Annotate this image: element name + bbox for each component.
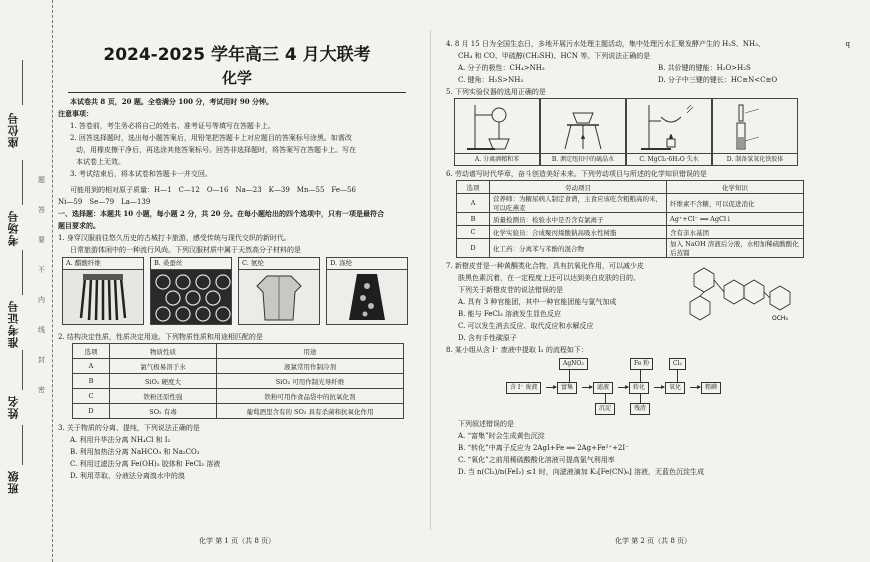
q5-option-b-label: B. 测定纽扣中的硫晶水 xyxy=(541,153,625,165)
q1-option-b-label: B. 桑蚕丝 xyxy=(150,257,232,269)
flow-node-enrich: 富集 xyxy=(557,382,577,394)
table-header: 选项 xyxy=(457,181,490,194)
flow-arrow xyxy=(654,387,664,388)
q1-option-c xyxy=(238,257,320,329)
q1-option-b xyxy=(150,257,232,329)
colloid-preparation-icon xyxy=(713,99,797,153)
q4-option: A. 分子的极性：CH₄>NH₃ xyxy=(458,64,545,72)
q4-option: B. 共价键的键能：H₂O>H₂S xyxy=(658,64,751,72)
flow-arrow-down xyxy=(677,369,678,382)
table-cell: 化工药：分离苯与苯酚的混合物 xyxy=(490,239,667,258)
table-cell: 质量检测员：检验水中是否含有氯离子 xyxy=(490,213,667,226)
table-cell: 铁粉还原性强 xyxy=(110,389,217,404)
table-row xyxy=(457,213,804,226)
flow-node-convert: 转化 xyxy=(629,382,649,394)
q7-stem: 下列关于新橙皮苷的说法错误的是 xyxy=(458,286,563,294)
q4-options-row xyxy=(446,62,860,74)
table-cell: A xyxy=(73,359,110,374)
table-cell: 铁粉可用作食品袋中的抗氧化剂 xyxy=(217,389,404,404)
table-cell: 营养师：为糖尿病人制定食谱，主食应该吃含粗粮高的米，可以吃燕麦 xyxy=(490,194,667,213)
neohesperidin-structure-icon xyxy=(678,256,798,336)
q1-stem: 1. 身穿汉服前往悠久历史的古城打卡旅游，感受传统与现代交织的新时代。 xyxy=(58,234,291,242)
silk-pattern-photo xyxy=(150,269,232,325)
seal-mark: 题 xyxy=(38,176,45,184)
table-cell: C xyxy=(457,226,490,239)
table-cell: 液氯常用作制冷剂 xyxy=(217,359,404,374)
flow-output-precipitate: 沉淀 xyxy=(595,403,615,415)
table-row xyxy=(73,404,404,419)
table-header: 选项 xyxy=(73,344,110,359)
table-header: 用途 xyxy=(217,344,404,359)
instruction-item: 动，用橡皮擦干净后，再选涂其他答案标号。回答非选择题时，将答案写在答题卡上。写在 xyxy=(76,146,356,154)
table-cell: B xyxy=(457,213,490,226)
seal-mark: 答 xyxy=(38,206,45,214)
q3-option: D. 利用萃取、分液法分离溴水中的溴 xyxy=(70,472,185,480)
table-cell: D xyxy=(457,239,490,258)
q1-option-d-label: D. 涤纶 xyxy=(326,257,408,269)
table-row xyxy=(73,374,404,389)
table-cell: 化学实验员：合成聚丙烯酸钠高吸水性树脂 xyxy=(490,226,667,239)
q5-option-d-label: D. 制备氢氧化铁胶体 xyxy=(713,153,797,165)
q5-option-d xyxy=(712,98,798,166)
name-label: 姓名 xyxy=(7,395,20,419)
table-row xyxy=(457,239,804,258)
instruction-item: 1. 答卷前，考生务必将自己的姓名、准考证号等填写在答题卡上。 xyxy=(70,122,275,130)
flow-reagent-cl2: Cl₂ xyxy=(669,358,686,370)
table-cell: SiO₂ 可用作制光导纤维 xyxy=(217,374,404,389)
q5-apparatus-row xyxy=(454,98,860,166)
flow-reagent-agno3: AgNO₃ xyxy=(559,358,588,370)
left-page xyxy=(58,0,416,562)
q7-option: D. 含有手性碳原子 xyxy=(458,334,517,342)
title-rule xyxy=(68,92,406,93)
q4-options-row xyxy=(446,74,860,86)
table-row xyxy=(73,389,404,404)
table-cell: Ag⁺+Cl⁻ ══ AgCl↓ xyxy=(667,213,804,226)
table-cell: C xyxy=(73,389,110,404)
instruction-item: 本试卷上无效。 xyxy=(76,158,125,166)
q1-images xyxy=(62,257,416,329)
q7-stem: 7. 新橙皮苷是一种黄酮类化合物，具有抗氧化作用，可以减少皮 xyxy=(446,262,644,270)
instructions-intro: 本试卷共 8 页，20 题。全卷满分 100 分，考试用时 90 分钟。 xyxy=(70,97,274,106)
page-divider xyxy=(430,30,431,530)
instruction-item: 2. 回答选择题时，选出每小题答案后，用铅笔把答题卡上对应题目的答案标号涂黑。如需改 xyxy=(70,134,352,142)
flow-arrow-down xyxy=(640,393,641,403)
q4-option: D. 分子中三键的键长：HC≡N<C≡O xyxy=(658,76,778,84)
instructions-heading: 注意事项： xyxy=(58,109,93,118)
seal-mark: 要 xyxy=(38,236,45,244)
q3-option: A. 利用升华法分离 NH₄Cl 和 I₂ xyxy=(70,436,171,444)
flow-arrow-down xyxy=(640,369,641,382)
seat-number-label: 座位号 xyxy=(7,112,20,148)
table-cell: 葡萄酒里含有的 SO₂ 具有杀菌和抗氧化作用 xyxy=(217,404,404,419)
q1-option-d xyxy=(326,257,408,329)
q1-option-c-label: C. 氨纶 xyxy=(238,257,320,269)
table-cell: D xyxy=(73,404,110,419)
q6-stem: 6. 劳动谱写时代华章，奋斗创造美好未来。下列劳动项目与所述的化学知识错误的是 xyxy=(446,170,707,178)
seal-mark: 封 xyxy=(38,356,45,364)
separation-apparatus-icon xyxy=(455,99,539,153)
instruction-item: 3. 考试结束后，将本试卷和答题卡一并交回。 xyxy=(70,170,212,178)
q7-option: B. 能与 FeCl₃ 溶液发生显色反应 xyxy=(458,310,562,318)
q7-stem: 肤黑色素沉着，在一定程度上还可以达到美白皮肤的目的。 xyxy=(458,274,640,282)
table-header: 物质性质 xyxy=(110,344,217,359)
methoxy-label: OCH₃ xyxy=(772,315,788,322)
flow-arrow-down xyxy=(605,393,606,403)
table-header: 化学知识 xyxy=(667,181,804,194)
atomic-masses: Ni—59 Se—79 La—139 xyxy=(58,198,151,206)
table-cell: 加入 NaOH 溶液后分液，水相加稀硫酸酸化后蒸馏 xyxy=(667,239,804,258)
binding-strip xyxy=(0,0,53,562)
ticket-number-label: 准考证号 xyxy=(7,300,20,348)
q8-flowchart xyxy=(506,356,806,418)
acetate-fiber-photo xyxy=(62,269,144,325)
q8-stem: 8. 某小组从含 I⁻ 废液中提取 I₂ 的流程如下： xyxy=(446,346,588,354)
q8-option: B. “转化”中离子反应为 2AgI+Fe ══ 2Ag+Fe²⁺+2I⁻ xyxy=(458,444,629,452)
q4-option: C. 键角：H₂S>NH₃ xyxy=(458,76,524,84)
table-header: 劳动项目 xyxy=(490,181,667,194)
q4-stem: 4. 8 月 15 日为全国生态日，多地开展污水处理主题活动，集中处理污水汇聚发酵产生的 H₂S、NH₃、 xyxy=(446,40,765,48)
q5-option-a-label: A. 分离酒精和苯 xyxy=(455,153,539,165)
table-row xyxy=(73,359,404,374)
corner-mark: q xyxy=(845,40,850,48)
left-page-footer: 化学 第 1 页（共 8 页） xyxy=(198,537,276,545)
atomic-masses: 可能用到的相对原子质量：H—1 C—12 O—16 Na—23 K—39 Mn—55 Fe—56 xyxy=(70,186,356,194)
q5-option-a xyxy=(454,98,540,166)
q3-stem: 3. 关于物质的分离、提纯，下列说法正确的是 xyxy=(58,424,200,432)
seal-mark: 内 xyxy=(38,296,45,304)
table-cell: SO₂ 有毒 xyxy=(110,404,217,419)
exam-room-line xyxy=(22,160,23,205)
q7-option: A. 具有 3 种官能团，其中一种官能团能与氯气加成 xyxy=(458,298,617,306)
class-label: 班级 xyxy=(7,470,20,494)
q1-option-a xyxy=(62,257,144,329)
flow-reagent-fe: Fe 粉 xyxy=(630,358,653,370)
polyester-garment-photo xyxy=(326,269,408,325)
flow-arrow xyxy=(582,387,592,388)
flow-output-residue: 残渣 xyxy=(630,403,650,415)
table-cell: SiO₂ 硬度大 xyxy=(110,374,217,389)
section1-heading: 一、选择题：本题共 10 小题，每小题 2 分，共 20 分。在每小题给出的四个选项中，只有一项是最符合 xyxy=(58,209,384,218)
flow-arrow xyxy=(546,387,556,388)
q8-option: A. “富集”时会生成黄色沉淀 xyxy=(458,432,545,440)
q5-option-c-label: C. MgCl₂·6H₂O 失水 xyxy=(627,153,711,165)
right-page-footer: 化学 第 2 页（共 8 页） xyxy=(614,537,692,545)
q6-table xyxy=(456,180,804,258)
q4-stem: CH₄ 和 CO、甲硫醇(CH₃SH)、HCN 等。下列说法正确的是 xyxy=(458,52,651,60)
flow-arrow xyxy=(690,387,700,388)
crucible-heating-icon xyxy=(541,99,625,153)
q7-option: C. 可以发生消去反应、取代反应和水解反应 xyxy=(458,322,594,330)
q8-option: D. 当 n(Cl₂)/n(FeI₂) ≤1 时，向滤液滴加 K₃[Fe(CN)₆] 溶液，无蓝色沉淀生成 xyxy=(458,468,705,476)
seal-mark: 密 xyxy=(38,386,45,394)
flow-node-waste: 含 I⁻ 废液 xyxy=(506,382,541,394)
exam-title: 2024-2025 学年高三 4 月大联考 xyxy=(103,45,371,65)
q8-question: 下列叙述错误的是 xyxy=(458,420,514,428)
name-line xyxy=(22,350,23,390)
flow-arrow xyxy=(618,387,628,388)
ticket-number-line xyxy=(22,250,23,295)
flow-node-filtrate: 滤液 xyxy=(593,382,613,394)
q3-option: B. 利用加热法分离 NaHCO₃ 和 Na₂CO₃ xyxy=(70,448,200,456)
seat-number-line xyxy=(22,60,23,105)
seal-mark: 不 xyxy=(38,266,45,274)
exam-room-label: 考场号 xyxy=(7,210,20,246)
table-row xyxy=(73,344,404,359)
flow-node-oxidize: 氧化 xyxy=(665,382,685,394)
q2-stem: 2. 结构决定性质，性质决定用途。下列物质性质和用途相匹配的是 xyxy=(58,333,263,341)
q5-option-c xyxy=(626,98,712,166)
q2-table xyxy=(72,343,404,419)
q7-block xyxy=(446,260,860,344)
right-page xyxy=(446,0,860,562)
q5-option-b xyxy=(540,98,626,166)
table-row xyxy=(457,194,804,213)
evaporation-apparatus-icon xyxy=(627,99,711,153)
class-line xyxy=(22,425,23,465)
table-cell: B xyxy=(73,374,110,389)
q8-option: C. “氧化”之前用稀硫酸酸化溶液可提高氯气利用率 xyxy=(458,456,615,464)
table-cell: 氯气极易溶于水 xyxy=(110,359,217,374)
table-row xyxy=(457,181,804,194)
flow-node-crude-iodine: 粗碘 xyxy=(701,382,721,394)
q5-stem: 5. 下列实验仪器的选用正确的是 xyxy=(446,88,546,96)
q1-stem: 日常旅游体闲中的一种流行风尚。下列汉服材质中属于天然高分子材料的是 xyxy=(70,246,301,254)
table-cell: A xyxy=(457,194,490,213)
section1-heading: 题目要求的。 xyxy=(58,221,100,230)
q3-option: C. 利用过滤法分离 Fe(OH)₃ 胶体和 FeCl₃ 溶液 xyxy=(70,460,221,468)
exam-subject: 化学 xyxy=(221,69,252,87)
q1-option-a-label: A. 醋酸纤维 xyxy=(62,257,144,269)
table-cell: 纤维素不含糖，可以促进消化 xyxy=(667,194,804,213)
spandex-garment-photo xyxy=(238,269,320,325)
table-cell: 含有亲水基团 xyxy=(667,226,804,239)
table-row xyxy=(457,226,804,239)
seal-mark: 线 xyxy=(38,326,45,334)
flow-arrow-down xyxy=(569,369,570,382)
